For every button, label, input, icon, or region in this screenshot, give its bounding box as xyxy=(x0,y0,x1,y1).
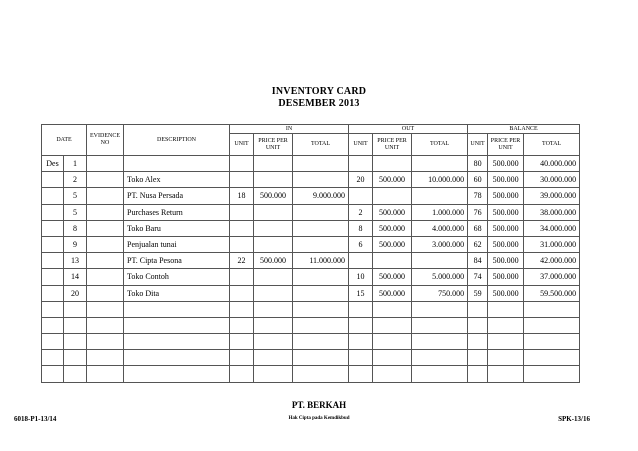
cell-month xyxy=(42,269,64,285)
cell-out-unit: 6 xyxy=(349,236,373,252)
table-row xyxy=(42,172,580,188)
cell-description xyxy=(124,366,230,382)
cell-description: Toko Contoh xyxy=(124,269,230,285)
cell-in-total xyxy=(293,366,349,382)
cell-in-unit xyxy=(230,156,254,172)
cell-out-total: 5.000.000 xyxy=(412,269,468,285)
cell-in-unit: 22 xyxy=(230,253,254,269)
cell-out-unit xyxy=(349,156,373,172)
cell-bal-total xyxy=(524,366,580,382)
cell-out-price: 500.000 xyxy=(373,269,412,285)
table-row xyxy=(42,334,580,350)
cell-in-total xyxy=(293,156,349,172)
cell-day: 5 xyxy=(64,188,87,204)
cell-day xyxy=(64,366,87,382)
cell-out-unit xyxy=(349,334,373,350)
cell-out-total: 4.000.000 xyxy=(412,220,468,236)
table-row xyxy=(42,188,580,204)
cell-day xyxy=(64,301,87,317)
table-row xyxy=(42,220,580,236)
cell-out-price xyxy=(373,156,412,172)
cell-evidence xyxy=(87,269,124,285)
cell-bal-total xyxy=(524,350,580,366)
cell-evidence xyxy=(87,366,124,382)
cell-in-total: 11.000.000 xyxy=(293,253,349,269)
cell-out-unit: 10 xyxy=(349,269,373,285)
cell-out-price: 500.000 xyxy=(373,236,412,252)
cell-evidence xyxy=(87,301,124,317)
table-row xyxy=(42,156,580,172)
cell-month xyxy=(42,204,64,220)
cell-month xyxy=(42,285,64,301)
header-out-price: PRICE PER UNIT xyxy=(373,134,412,156)
cell-bal-total: 31.000.000 xyxy=(524,236,580,252)
cell-day xyxy=(64,350,87,366)
cell-month xyxy=(42,188,64,204)
cell-description: Toko Dita xyxy=(124,285,230,301)
cell-in-total xyxy=(293,334,349,350)
cell-month xyxy=(42,220,64,236)
cell-out-price: 500.000 xyxy=(373,204,412,220)
cell-description xyxy=(124,334,230,350)
cell-day: 13 xyxy=(64,253,87,269)
header-in-total: TOTAL xyxy=(293,134,349,156)
cell-in-total: 9.000.000 xyxy=(293,188,349,204)
table-row xyxy=(42,317,580,333)
cell-in-unit xyxy=(230,269,254,285)
cell-bal-price xyxy=(488,317,524,333)
cell-bal-total xyxy=(524,301,580,317)
table-row xyxy=(42,236,580,252)
cell-day: 20 xyxy=(64,285,87,301)
cell-in-total xyxy=(293,172,349,188)
cell-in-price xyxy=(254,269,293,285)
cell-bal-unit: 76 xyxy=(468,204,488,220)
cell-in-price xyxy=(254,204,293,220)
cell-day: 1 xyxy=(64,156,87,172)
cell-out-price xyxy=(373,253,412,269)
cell-bal-unit: 78 xyxy=(468,188,488,204)
cell-bal-unit: 84 xyxy=(468,253,488,269)
cell-in-unit xyxy=(230,285,254,301)
cell-in-price xyxy=(254,220,293,236)
cell-bal-total: 39.000.000 xyxy=(524,188,580,204)
table-row xyxy=(42,269,580,285)
cell-month xyxy=(42,172,64,188)
cell-day: 14 xyxy=(64,269,87,285)
cell-description: Toko Baru xyxy=(124,220,230,236)
cell-month xyxy=(42,301,64,317)
cell-month xyxy=(42,236,64,252)
cell-out-total xyxy=(412,156,468,172)
cell-day: 2 xyxy=(64,172,87,188)
cell-in-unit xyxy=(230,317,254,333)
cell-evidence xyxy=(87,317,124,333)
cell-in-total xyxy=(293,350,349,366)
footer-code-left: 6018-P1-13/14 xyxy=(14,415,57,423)
cell-description xyxy=(124,301,230,317)
cell-description: PT. Nusa Persada xyxy=(124,188,230,204)
cell-in-price xyxy=(254,156,293,172)
cell-bal-price: 500.000 xyxy=(488,156,524,172)
header-out-total: TOTAL xyxy=(412,134,468,156)
cell-description xyxy=(124,317,230,333)
cell-out-price xyxy=(373,366,412,382)
cell-bal-unit: 59 xyxy=(468,285,488,301)
header-row-top xyxy=(42,125,580,134)
cell-out-total xyxy=(412,334,468,350)
cell-in-price: 500.000 xyxy=(254,253,293,269)
cell-bal-total: 40.000.000 xyxy=(524,156,580,172)
cell-in-unit xyxy=(230,366,254,382)
cell-out-unit xyxy=(349,366,373,382)
cell-out-total xyxy=(412,350,468,366)
cell-bal-price: 500.000 xyxy=(488,269,524,285)
cell-bal-total: 59.500.000 xyxy=(524,285,580,301)
cell-in-unit xyxy=(230,172,254,188)
cell-out-price xyxy=(373,334,412,350)
cell-out-unit: 2 xyxy=(349,204,373,220)
cell-bal-price: 500.000 xyxy=(488,204,524,220)
cell-description: Toko Alex xyxy=(124,172,230,188)
header-evidence-no: EVIDENCE NO xyxy=(87,125,124,156)
header-in-price: PRICE PER UNIT xyxy=(254,134,293,156)
cell-in-unit xyxy=(230,220,254,236)
cell-bal-unit xyxy=(468,334,488,350)
cell-description xyxy=(124,156,230,172)
cell-in-unit xyxy=(230,204,254,220)
cell-bal-unit: 60 xyxy=(468,172,488,188)
cell-out-total xyxy=(412,366,468,382)
cell-bal-total xyxy=(524,317,580,333)
cell-out-unit: 20 xyxy=(349,172,373,188)
cell-month: Des xyxy=(42,156,64,172)
cell-bal-unit xyxy=(468,301,488,317)
cell-evidence xyxy=(87,236,124,252)
cell-month xyxy=(42,253,64,269)
cell-bal-unit xyxy=(468,366,488,382)
cell-day xyxy=(64,317,87,333)
cell-in-price xyxy=(254,350,293,366)
cell-in-price xyxy=(254,236,293,252)
cell-out-total: 3.000.000 xyxy=(412,236,468,252)
cell-in-price xyxy=(254,172,293,188)
cell-evidence xyxy=(87,220,124,236)
cell-description: Penjualan tunai xyxy=(124,236,230,252)
cell-evidence xyxy=(87,188,124,204)
card-title: INVENTORY CARD xyxy=(271,86,367,97)
cell-in-total xyxy=(293,301,349,317)
company-name: PT. BERKAH xyxy=(291,400,347,410)
table-row xyxy=(42,350,580,366)
cell-out-total xyxy=(412,253,468,269)
cell-bal-price: 500.000 xyxy=(488,236,524,252)
cell-bal-price xyxy=(488,350,524,366)
cell-out-total: 10.000.000 xyxy=(412,172,468,188)
cell-out-price: 500.000 xyxy=(373,220,412,236)
cell-bal-price: 500.000 xyxy=(488,188,524,204)
header-in-unit: UNIT xyxy=(230,134,254,156)
cell-in-total xyxy=(293,269,349,285)
cell-out-unit xyxy=(349,301,373,317)
cell-out-price: 500.000 xyxy=(373,172,412,188)
cell-in-unit xyxy=(230,350,254,366)
header-bal-unit: UNIT xyxy=(468,134,488,156)
header-bal-price: PRICE PER UNIT xyxy=(488,134,524,156)
table-row xyxy=(42,301,580,317)
cell-bal-price: 500.000 xyxy=(488,253,524,269)
cell-evidence xyxy=(87,334,124,350)
table-row xyxy=(42,366,580,382)
cell-out-unit xyxy=(349,317,373,333)
cell-out-price: 500.000 xyxy=(373,285,412,301)
cell-bal-price xyxy=(488,334,524,350)
cell-evidence xyxy=(87,285,124,301)
cell-evidence xyxy=(87,253,124,269)
cell-out-total xyxy=(412,301,468,317)
cell-in-unit xyxy=(230,301,254,317)
cell-description xyxy=(124,350,230,366)
cell-day: 5 xyxy=(64,204,87,220)
cell-bal-total: 42.000.000 xyxy=(524,253,580,269)
cell-bal-unit: 80 xyxy=(468,156,488,172)
cell-evidence xyxy=(87,172,124,188)
cell-in-price xyxy=(254,285,293,301)
cell-out-unit: 15 xyxy=(349,285,373,301)
cell-in-total xyxy=(293,220,349,236)
cell-day: 9 xyxy=(64,236,87,252)
cell-bal-unit xyxy=(468,317,488,333)
footer-copyright: Hak Cipta pada Kemdikbud xyxy=(288,416,350,421)
header-date: DATE xyxy=(42,125,87,156)
header-balance: BALANCE xyxy=(468,125,580,134)
cell-bal-price: 500.000 xyxy=(488,172,524,188)
cell-in-unit xyxy=(230,334,254,350)
cell-out-price xyxy=(373,301,412,317)
cell-month xyxy=(42,350,64,366)
cell-bal-price: 500.000 xyxy=(488,285,524,301)
cell-bal-price xyxy=(488,301,524,317)
cell-in-total xyxy=(293,204,349,220)
cell-bal-total: 38.000.000 xyxy=(524,204,580,220)
cell-out-unit xyxy=(349,253,373,269)
cell-month xyxy=(42,317,64,333)
cell-in-price xyxy=(254,334,293,350)
cell-in-price xyxy=(254,366,293,382)
table-body xyxy=(42,156,580,383)
cell-in-price: 500.000 xyxy=(254,188,293,204)
cell-out-total: 750.000 xyxy=(412,285,468,301)
cell-out-unit xyxy=(349,188,373,204)
cell-bal-total: 37.000.000 xyxy=(524,269,580,285)
cell-out-price xyxy=(373,188,412,204)
cell-month xyxy=(42,366,64,382)
cell-in-price xyxy=(254,301,293,317)
cell-out-total xyxy=(412,317,468,333)
card-subtitle: DESEMBER 2013 xyxy=(278,98,360,109)
cell-in-total xyxy=(293,317,349,333)
cell-bal-unit: 62 xyxy=(468,236,488,252)
cell-description: Purchases Return xyxy=(124,204,230,220)
cell-in-price xyxy=(254,317,293,333)
inventory-table xyxy=(41,124,580,383)
header-out: OUT xyxy=(349,125,468,134)
cell-evidence xyxy=(87,204,124,220)
cell-bal-total: 30.000.000 xyxy=(524,172,580,188)
cell-bal-unit xyxy=(468,350,488,366)
cell-out-total: 1.000.000 xyxy=(412,204,468,220)
cell-out-total xyxy=(412,188,468,204)
cell-in-unit xyxy=(230,236,254,252)
cell-bal-total xyxy=(524,334,580,350)
table-row xyxy=(42,253,580,269)
cell-in-total xyxy=(293,285,349,301)
header-out-unit: UNIT xyxy=(349,134,373,156)
cell-out-price xyxy=(373,317,412,333)
cell-out-price xyxy=(373,350,412,366)
table-row xyxy=(42,204,580,220)
cell-bal-price xyxy=(488,366,524,382)
cell-bal-unit: 68 xyxy=(468,220,488,236)
cell-day xyxy=(64,334,87,350)
cell-bal-unit: 74 xyxy=(468,269,488,285)
header-bal-total: TOTAL xyxy=(524,134,580,156)
cell-day: 8 xyxy=(64,220,87,236)
cell-bal-total: 34.000.000 xyxy=(524,220,580,236)
cell-in-unit: 18 xyxy=(230,188,254,204)
header-description: DESCRIPTION xyxy=(124,125,230,156)
cell-out-unit: 8 xyxy=(349,220,373,236)
cell-bal-price: 500.000 xyxy=(488,220,524,236)
cell-month xyxy=(42,334,64,350)
cell-evidence xyxy=(87,156,124,172)
cell-out-unit xyxy=(349,350,373,366)
footer-code-right: SPK-13/16 xyxy=(558,415,590,423)
cell-description: PT. Cipta Pesona xyxy=(124,253,230,269)
table-row xyxy=(42,285,580,301)
header-in: IN xyxy=(230,125,349,134)
cell-evidence xyxy=(87,350,124,366)
cell-in-total xyxy=(293,236,349,252)
